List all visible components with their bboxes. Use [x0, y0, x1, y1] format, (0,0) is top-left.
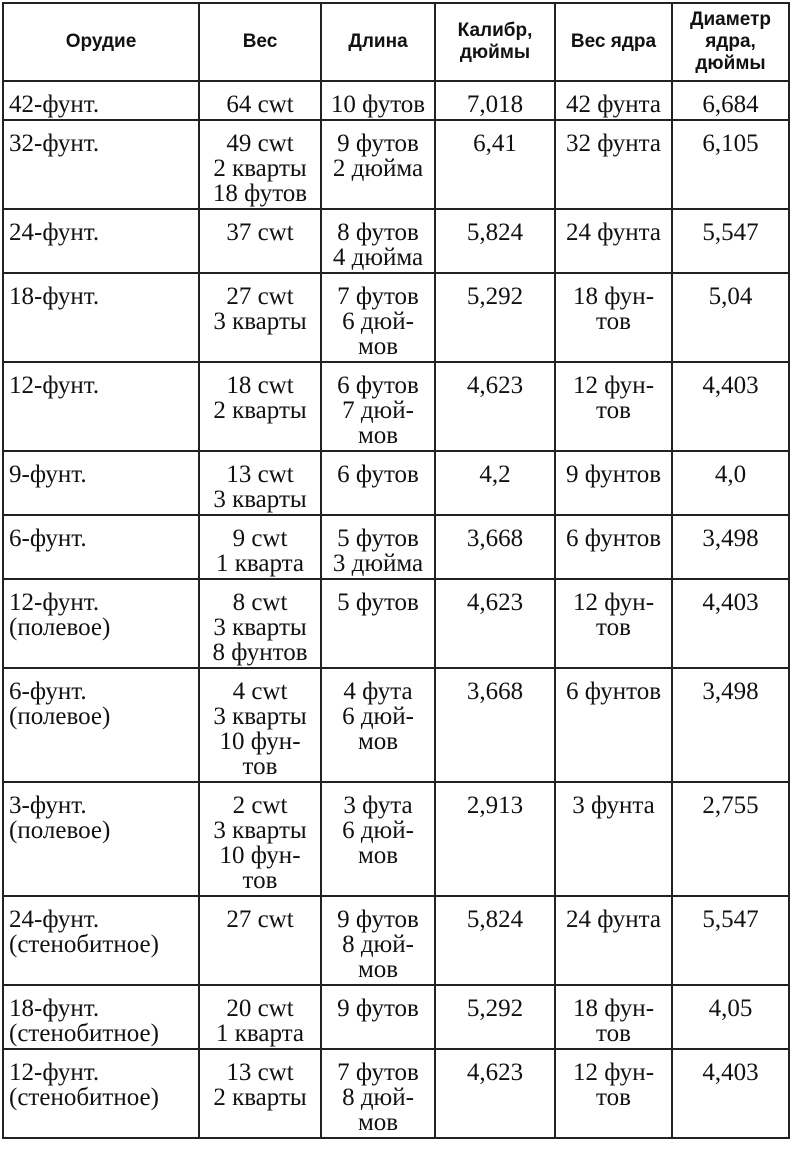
- cell-shot-diameter: 2,755: [672, 782, 789, 896]
- table-row: [3, 1049, 789, 1138]
- cell-gun: 6-фунт. (полевое): [3, 668, 199, 782]
- cell-caliber: 5,292: [435, 273, 555, 362]
- table-body: [3, 81, 789, 1138]
- cell-shot-diameter: 4,403: [672, 1049, 789, 1138]
- cell-weight: 13 cwt 3 кварты: [199, 451, 321, 515]
- cell-caliber: 7,018: [435, 81, 555, 120]
- cell-length: 7 футов 6 дюй- мов: [321, 273, 435, 362]
- table-row: [3, 668, 789, 782]
- cell-gun: 18-фунт.: [3, 273, 199, 362]
- cell-gun: 12-фунт. (стенобитное): [3, 1049, 199, 1138]
- cell-shot-weight: 6 фунтов: [555, 515, 672, 579]
- cell-gun: 3-фунт. (полевое): [3, 782, 199, 896]
- table-header: [3, 3, 789, 81]
- cell-caliber: 3,668: [435, 668, 555, 782]
- cell-gun: 9-фунт.: [3, 451, 199, 515]
- header-caliber: Калибр, дюймы: [435, 3, 555, 81]
- cell-caliber: 4,623: [435, 1049, 555, 1138]
- cell-length: 6 футов: [321, 451, 435, 515]
- cell-gun: 24-фунт.: [3, 209, 199, 273]
- cell-gun: 18-фунт. (стенобитное): [3, 985, 199, 1049]
- cell-weight: 27 cwt 3 кварты: [199, 273, 321, 362]
- cell-shot-weight: 3 фунта: [555, 782, 672, 896]
- cell-length: 7 футов 8 дюй- мов: [321, 1049, 435, 1138]
- cell-shot-weight: 12 фун- тов: [555, 1049, 672, 1138]
- cell-shot-weight: 42 фунта: [555, 81, 672, 120]
- table-row: [3, 362, 789, 451]
- cell-shot-diameter: 6,684: [672, 81, 789, 120]
- cell-shot-diameter: 4,05: [672, 985, 789, 1049]
- cell-weight: 18 cwt 2 кварты: [199, 362, 321, 451]
- cell-caliber: 6,41: [435, 120, 555, 209]
- cell-caliber: 2,913: [435, 782, 555, 896]
- header-weight: Вес: [199, 3, 321, 81]
- cell-shot-diameter: 3,498: [672, 515, 789, 579]
- cell-shot-diameter: 5,547: [672, 209, 789, 273]
- header-shot-diameter: Диаметр ядра, дюймы: [672, 3, 789, 81]
- table-row: [3, 985, 789, 1049]
- cell-shot-diameter: 6,105: [672, 120, 789, 209]
- cell-shot-weight: 12 фун- тов: [555, 362, 672, 451]
- artillery-table: [2, 2, 790, 1139]
- cell-shot-weight: 12 фун- тов: [555, 579, 672, 668]
- cell-length: 5 футов: [321, 579, 435, 668]
- cell-weight: 8 cwt 3 кварты 8 фунтов: [199, 579, 321, 668]
- cell-caliber: 4,623: [435, 579, 555, 668]
- cell-length: 5 футов 3 дюйма: [321, 515, 435, 579]
- cell-gun: 32-фунт.: [3, 120, 199, 209]
- cell-caliber: 5,824: [435, 896, 555, 985]
- cell-gun: 6-фунт.: [3, 515, 199, 579]
- cell-caliber: 3,668: [435, 515, 555, 579]
- table-row: [3, 81, 789, 120]
- cell-shot-weight: 6 фунтов: [555, 668, 672, 782]
- cell-shot-diameter: 4,0: [672, 451, 789, 515]
- cell-caliber: 5,292: [435, 985, 555, 1049]
- table-row: [3, 579, 789, 668]
- cell-length: 8 футов 4 дюйма: [321, 209, 435, 273]
- table-row: [3, 896, 789, 985]
- header-shot-weight: Вес ядра: [555, 3, 672, 81]
- cell-gun: 24-фунт. (стенобитное): [3, 896, 199, 985]
- cell-weight: 4 cwt 3 кварты 10 фун- тов: [199, 668, 321, 782]
- cell-shot-diameter: 5,547: [672, 896, 789, 985]
- table-row: [3, 120, 789, 209]
- cell-shot-diameter: 4,403: [672, 579, 789, 668]
- cell-weight: 27 cwt: [199, 896, 321, 985]
- table-row: [3, 515, 789, 579]
- cell-weight: 64 cwt: [199, 81, 321, 120]
- cell-shot-weight: 32 фунта: [555, 120, 672, 209]
- cell-length: 3 фута 6 дюй- мов: [321, 782, 435, 896]
- cell-shot-diameter: 5,04: [672, 273, 789, 362]
- cell-weight: 37 cwt: [199, 209, 321, 273]
- cell-length: 6 футов 7 дюй- мов: [321, 362, 435, 451]
- cell-shot-weight: 18 фун- тов: [555, 273, 672, 362]
- table-row: [3, 209, 789, 273]
- cell-weight: 49 cwt 2 кварты 18 футов: [199, 120, 321, 209]
- cell-caliber: 4,2: [435, 451, 555, 515]
- cell-gun: 12-фунт. (полевое): [3, 579, 199, 668]
- cell-weight: 9 cwt 1 кварта: [199, 515, 321, 579]
- cell-weight: 20 cwt 1 кварта: [199, 985, 321, 1049]
- cell-length: 10 футов: [321, 81, 435, 120]
- cell-shot-weight: 24 фунта: [555, 209, 672, 273]
- cell-shot-diameter: 3,498: [672, 668, 789, 782]
- cell-length: 4 фута 6 дюй- мов: [321, 668, 435, 782]
- cell-length: 9 футов 2 дюйма: [321, 120, 435, 209]
- cell-weight: 2 cwt 3 кварты 10 фун- тов: [199, 782, 321, 896]
- header-row: [3, 3, 789, 81]
- cell-gun: 42-фунт.: [3, 81, 199, 120]
- header-gun: Орудие: [3, 3, 199, 81]
- cell-length: 9 футов: [321, 985, 435, 1049]
- table-row: [3, 273, 789, 362]
- cell-gun: 12-фунт.: [3, 362, 199, 451]
- cell-shot-weight: 24 фунта: [555, 896, 672, 985]
- cell-caliber: 5,824: [435, 209, 555, 273]
- cell-shot-weight: 9 фунтов: [555, 451, 672, 515]
- cell-caliber: 4,623: [435, 362, 555, 451]
- cell-weight: 13 cwt 2 кварты: [199, 1049, 321, 1138]
- table-row: [3, 451, 789, 515]
- table-row: [3, 782, 789, 896]
- header-length: Длина: [321, 3, 435, 81]
- cell-length: 9 футов 8 дюй- мов: [321, 896, 435, 985]
- cell-shot-diameter: 4,403: [672, 362, 789, 451]
- cell-shot-weight: 18 фун- тов: [555, 985, 672, 1049]
